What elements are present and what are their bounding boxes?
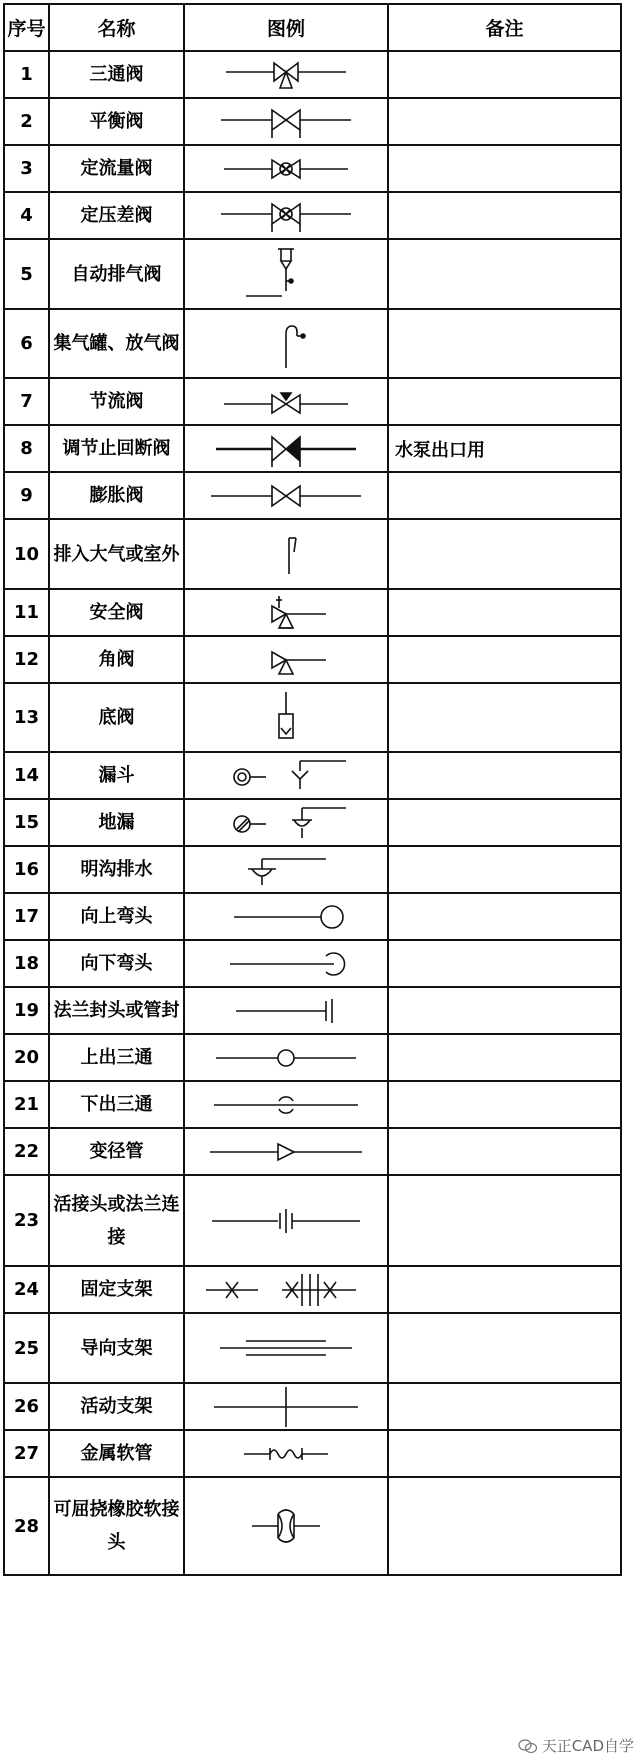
row-name: 定流量阀 xyxy=(49,145,184,192)
row-note xyxy=(388,1313,621,1383)
table-row xyxy=(4,472,621,519)
angle-valve-icon xyxy=(186,640,386,680)
table-row xyxy=(4,1128,621,1175)
table-row xyxy=(4,1430,621,1477)
row-index: 17 xyxy=(4,893,49,940)
header-row xyxy=(4,4,621,51)
table-row xyxy=(4,1383,621,1430)
table-row xyxy=(4,1313,621,1383)
elbow-down-icon xyxy=(186,944,386,984)
row-note xyxy=(388,145,621,192)
blind-flange-icon xyxy=(186,991,386,1031)
table-row xyxy=(4,799,621,846)
table-row xyxy=(4,425,621,472)
vent-to-atmosphere-icon xyxy=(186,524,386,584)
row-index: 22 xyxy=(4,1128,49,1175)
row-note xyxy=(388,799,621,846)
table-row xyxy=(4,589,621,636)
row-name: 底阀 xyxy=(49,683,184,752)
header-index: 序号 xyxy=(4,4,49,51)
row-index: 7 xyxy=(4,378,49,425)
balance-valve-icon xyxy=(186,102,386,142)
sliding-support-icon xyxy=(186,1385,386,1429)
row-index: 9 xyxy=(4,472,49,519)
safety-valve-icon xyxy=(186,592,386,634)
row-note xyxy=(388,589,621,636)
row-name: 平衡阀 xyxy=(49,98,184,145)
row-index: 14 xyxy=(4,752,49,799)
row-note xyxy=(388,1175,621,1266)
rubber-joint-icon xyxy=(186,1496,386,1556)
row-note xyxy=(388,51,621,98)
row-index: 13 xyxy=(4,683,49,752)
row-index: 23 xyxy=(4,1175,49,1266)
table-row xyxy=(4,683,621,752)
row-name: 导向支架 xyxy=(49,1313,184,1383)
tee-down-icon xyxy=(186,1085,386,1125)
open-ditch-drain-icon xyxy=(186,849,386,891)
constant-flow-valve-icon xyxy=(186,149,386,189)
row-name: 向上弯头 xyxy=(49,893,184,940)
table-row xyxy=(4,1266,621,1313)
elbow-up-icon xyxy=(186,897,386,937)
row-index: 28 xyxy=(4,1477,49,1575)
row-index: 2 xyxy=(4,98,49,145)
tee-up-icon xyxy=(186,1038,386,1078)
row-name: 活接头或法兰连接 xyxy=(49,1175,184,1266)
union-flange-icon xyxy=(186,1201,386,1241)
row-name: 固定支架 xyxy=(49,1266,184,1313)
row-note xyxy=(388,752,621,799)
row-index: 15 xyxy=(4,799,49,846)
row-note xyxy=(388,1266,621,1313)
table-row xyxy=(4,239,621,309)
row-index: 10 xyxy=(4,519,49,589)
table-row xyxy=(4,893,621,940)
row-name: 安全阀 xyxy=(49,589,184,636)
row-index: 5 xyxy=(4,239,49,309)
row-index: 26 xyxy=(4,1383,49,1430)
row-name: 集气罐、放气阀 xyxy=(49,309,184,378)
table-row xyxy=(4,1081,621,1128)
row-note xyxy=(388,1081,621,1128)
row-note xyxy=(388,1383,621,1430)
funnel-icon xyxy=(186,755,386,797)
row-name: 活动支架 xyxy=(49,1383,184,1430)
row-index: 6 xyxy=(4,309,49,378)
row-name: 漏斗 xyxy=(49,752,184,799)
row-index: 25 xyxy=(4,1313,49,1383)
row-note xyxy=(388,1477,621,1575)
row-index: 12 xyxy=(4,636,49,683)
table-row xyxy=(4,1477,621,1575)
row-index: 20 xyxy=(4,1034,49,1081)
watermark xyxy=(518,1735,634,1756)
table-row xyxy=(4,1175,621,1266)
air-collector-icon xyxy=(186,312,386,376)
differential-pressure-valve-icon xyxy=(186,196,386,236)
row-note xyxy=(388,378,621,425)
row-index: 11 xyxy=(4,589,49,636)
row-note xyxy=(388,192,621,239)
row-note xyxy=(388,98,621,145)
row-note xyxy=(388,846,621,893)
row-name: 三通阀 xyxy=(49,51,184,98)
table-row xyxy=(4,51,621,98)
guide-support-icon xyxy=(186,1328,386,1368)
floor-drain-icon xyxy=(186,802,386,844)
row-index: 8 xyxy=(4,425,49,472)
row-note xyxy=(388,683,621,752)
reducer-icon xyxy=(186,1132,386,1172)
table-row xyxy=(4,636,621,683)
row-note xyxy=(388,1430,621,1477)
row-note xyxy=(388,987,621,1034)
row-name: 变径管 xyxy=(49,1128,184,1175)
row-name: 向下弯头 xyxy=(49,940,184,987)
wechat-icon xyxy=(518,1738,538,1754)
table-row xyxy=(4,940,621,987)
row-index: 19 xyxy=(4,987,49,1034)
row-note xyxy=(388,309,621,378)
table-row xyxy=(4,752,621,799)
row-note: 水泵出口用 xyxy=(388,425,621,472)
row-name: 地漏 xyxy=(49,799,184,846)
table-row xyxy=(4,378,621,425)
table-row xyxy=(4,846,621,893)
legend-table xyxy=(3,3,622,1576)
row-name: 明沟排水 xyxy=(49,846,184,893)
row-name: 自动排气阀 xyxy=(49,239,184,309)
table-row xyxy=(4,192,621,239)
row-name: 上出三通 xyxy=(49,1034,184,1081)
row-index: 24 xyxy=(4,1266,49,1313)
header-remark: 备注 xyxy=(388,4,621,51)
row-name: 角阀 xyxy=(49,636,184,683)
throttle-valve-icon xyxy=(186,382,386,422)
row-index: 21 xyxy=(4,1081,49,1128)
row-name: 下出三通 xyxy=(49,1081,184,1128)
header-name: 名称 xyxy=(49,4,184,51)
row-name: 法兰封头或管封 xyxy=(49,987,184,1034)
table-row xyxy=(4,519,621,589)
fixed-support-icon xyxy=(186,1268,386,1312)
metal-hose-icon xyxy=(186,1434,386,1474)
row-name: 可屈挠橡胶软接头 xyxy=(49,1477,184,1575)
row-name: 定压差阀 xyxy=(49,192,184,239)
row-note xyxy=(388,1034,621,1081)
three-way-valve-icon xyxy=(186,55,386,95)
row-note xyxy=(388,472,621,519)
row-name: 排入大气或室外 xyxy=(49,519,184,589)
row-index: 27 xyxy=(4,1430,49,1477)
row-name: 调节止回断阀 xyxy=(49,425,184,472)
row-name: 膨胀阀 xyxy=(49,472,184,519)
row-note xyxy=(388,893,621,940)
row-index: 4 xyxy=(4,192,49,239)
header-legend: 图例 xyxy=(184,4,388,51)
row-index: 16 xyxy=(4,846,49,893)
table-row xyxy=(4,987,621,1034)
row-note xyxy=(388,239,621,309)
expansion-valve-icon xyxy=(186,476,386,516)
row-note xyxy=(388,519,621,589)
row-name: 金属软管 xyxy=(49,1430,184,1477)
row-index: 3 xyxy=(4,145,49,192)
table-row xyxy=(4,98,621,145)
foot-valve-icon xyxy=(186,686,386,750)
check-shutoff-valve-icon xyxy=(186,429,386,469)
row-note xyxy=(388,636,621,683)
row-index: 1 xyxy=(4,51,49,98)
row-index: 18 xyxy=(4,940,49,987)
row-note xyxy=(388,940,621,987)
row-note xyxy=(388,1128,621,1175)
table-row xyxy=(4,309,621,378)
watermark-text: 天正CAD自学 xyxy=(541,1737,634,1755)
table-row xyxy=(4,1034,621,1081)
auto-air-vent-icon xyxy=(186,241,386,307)
row-name: 节流阀 xyxy=(49,378,184,425)
table-row xyxy=(4,145,621,192)
